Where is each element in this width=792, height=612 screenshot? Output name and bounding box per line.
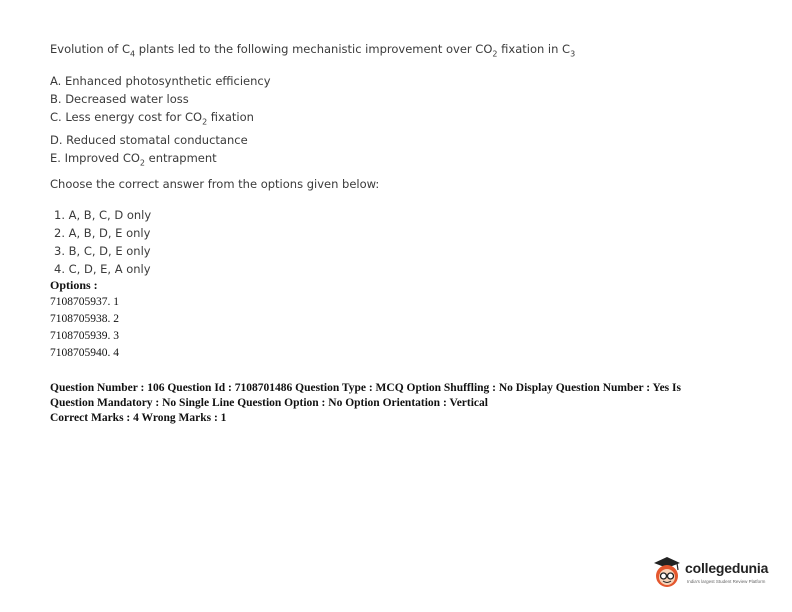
statement-part: fixation [207,110,254,124]
question-metadata [50,381,750,426]
subscript: 2 [492,49,498,59]
question-text [50,42,575,58]
option-id-list [50,294,119,362]
statement-part: E. Improved CO [50,151,140,166]
choose-instruction: Choose the correct answer from the options given below: [50,177,380,191]
statement-list [50,72,271,173]
statement-part: C. Less energy cost for CO [50,110,203,124]
choice-1: 1. A, B, C, D only [54,208,152,222]
question-part: fixation in C [497,42,571,56]
choice-2: 2. A, B, D, E only [54,226,151,240]
choice-4: 4. C, D, E, A only [54,262,151,276]
mascot-icon [650,554,684,590]
subscript: 4 [130,49,136,59]
choice-3: 3. B, C, D, E only [54,244,151,258]
metadata-line-3: Correct Marks : 4 Wrong Marks : 1 [50,412,227,424]
options-label: Options : [50,278,98,292]
metadata-line-2: Question Mandatory : No Single Line Question Option : No Option Orientation : Vertical [50,397,488,409]
statement-e [50,149,271,172]
collegedunia-logo [650,554,785,594]
logo-brand-name: collegedunia [685,560,769,576]
subscript: 3 [570,49,576,59]
option-id-4: 7108705940. 4 [50,347,119,359]
statement-part: entrapment [145,151,217,166]
statement-c [50,108,271,131]
logo-tagline: India's largest Student Review Platform [687,579,766,584]
question-part: Evolution of C [50,42,131,56]
option-id-1: 7108705937. 1 [50,296,119,308]
question-part: plants led to the following mechanistic improvement over CO [135,42,493,56]
subscript: 2 [202,117,208,127]
metadata-line-1: Question Number : 106 Question Id : 7108701486 Question Type : MCQ Option Shuffling : No Display Question Number : Yes Is [50,382,681,394]
subscript: 2 [139,158,145,168]
statement-d: D. Reduced stomatal conductance [50,133,248,148]
option-id-2: 7108705938. 2 [50,313,119,325]
answer-choices [54,206,151,278]
statement-a: A. Enhanced photosynthetic efficiency [50,74,271,88]
statement-b: B. Decreased water loss [50,92,189,106]
option-id-3: 7108705939. 3 [50,330,119,342]
